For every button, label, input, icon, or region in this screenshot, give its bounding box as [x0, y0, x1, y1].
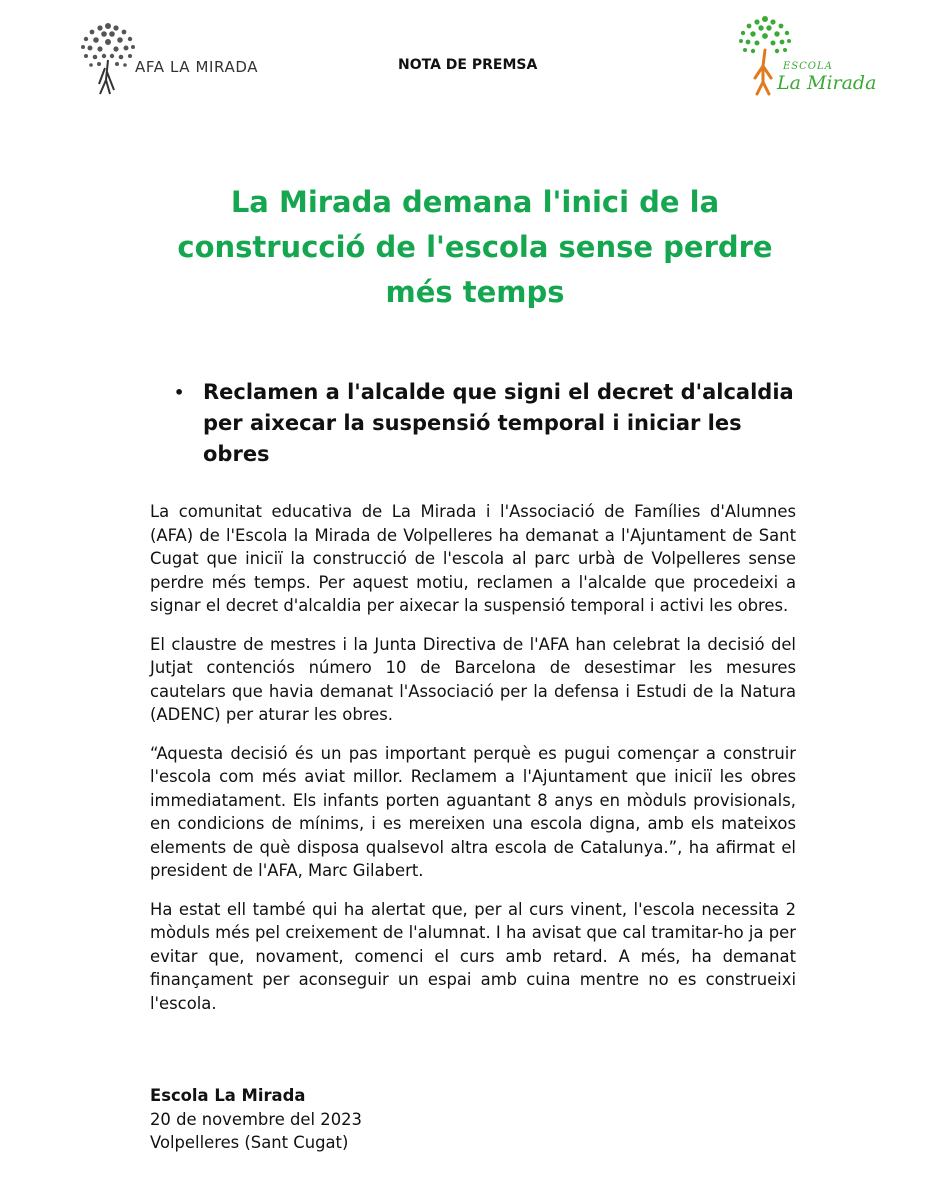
subhead-list [170, 377, 810, 470]
body-paragraph: La comunitat educativa de La Mirada i l'Associació de Famílies d'Alumnes (AFA) de l'Escola la Mirada de Volpelleres ha demanat a l'Ajuntament de Sant Cugat que iniciï la construcció de l'escola al parc urbà de Volpelleres sense perdre més temps. Per aquest motiu, reclamen a l'alcalde que procedeixi a signar el decret d'alcaldia per aixecar la suspensió temporal i activi les obres. [150, 502, 796, 615]
body-paragraph: El claustre de mestres i la Junta Directiva de l'AFA han celebrat la decisió del Jutjat contenciós número 10 de Barcelona de desestimar les mesures cautelars que havia demanat l'Associació per la defensa i Estudi de la Natura (ADENC) per aturar les obres. [150, 634, 796, 724]
escola-brand-name: La Mirada [777, 72, 877, 94]
signature-organization: Escola La Mirada [150, 1086, 306, 1105]
afa-name: AFA LA MIRADA [135, 58, 259, 76]
body-text [150, 500, 796, 1030]
signature-block [150, 1084, 550, 1155]
press-release-label: NOTA DE PREMSA [398, 57, 538, 73]
signature-location: Volpelleres (Sant Cugat) [150, 1133, 349, 1152]
subhead-item [170, 377, 810, 470]
afa-logo [78, 20, 278, 100]
bullet-icon: • [174, 383, 185, 402]
escola-logo [735, 14, 885, 100]
body-paragraph: Ha estat ell també qui ha alertat que, per al curs vinent, l'escola necessita 2 mòduls més pel creixement de l'alumnat. I ha avisat que cal tramitar-ho ja per evitar que, novament, comenci el curs amb retard. A més, ha demanat finançament per aconseguir un espai amb cuina mentre no es construeixi l'escola. [150, 899, 796, 1013]
afa-tree-logo-icon [78, 20, 138, 100]
signature-date: 20 de novembre del 2023 [150, 1109, 362, 1129]
headline: La Mirada demana l'inici de la construcció de l'escola sense perdre més temps [177, 185, 773, 309]
escola-word: ESCOLA [783, 61, 833, 72]
quote-paragraph: “Aquesta decisió és un pas important perquè es pugui començar a construir l'escola com més aviat millor. Reclamem a l'Ajuntament que iniciï les obres immediatament. Els infants porten aguantant 8 anys en mòduls provisionals, en condicions de mínims, i es mereixen una escola digna, amb els mateixos elements de què disposa qualsevol altra escola de Catalunya.”, ha afirmat el president de l'AFA, Marc Gilabert. [150, 743, 796, 880]
subhead-text: Reclamen a l'alcalde que signi el decret d'alcaldia per aixecar la suspensió temporal i iniciar les obres [203, 380, 794, 466]
